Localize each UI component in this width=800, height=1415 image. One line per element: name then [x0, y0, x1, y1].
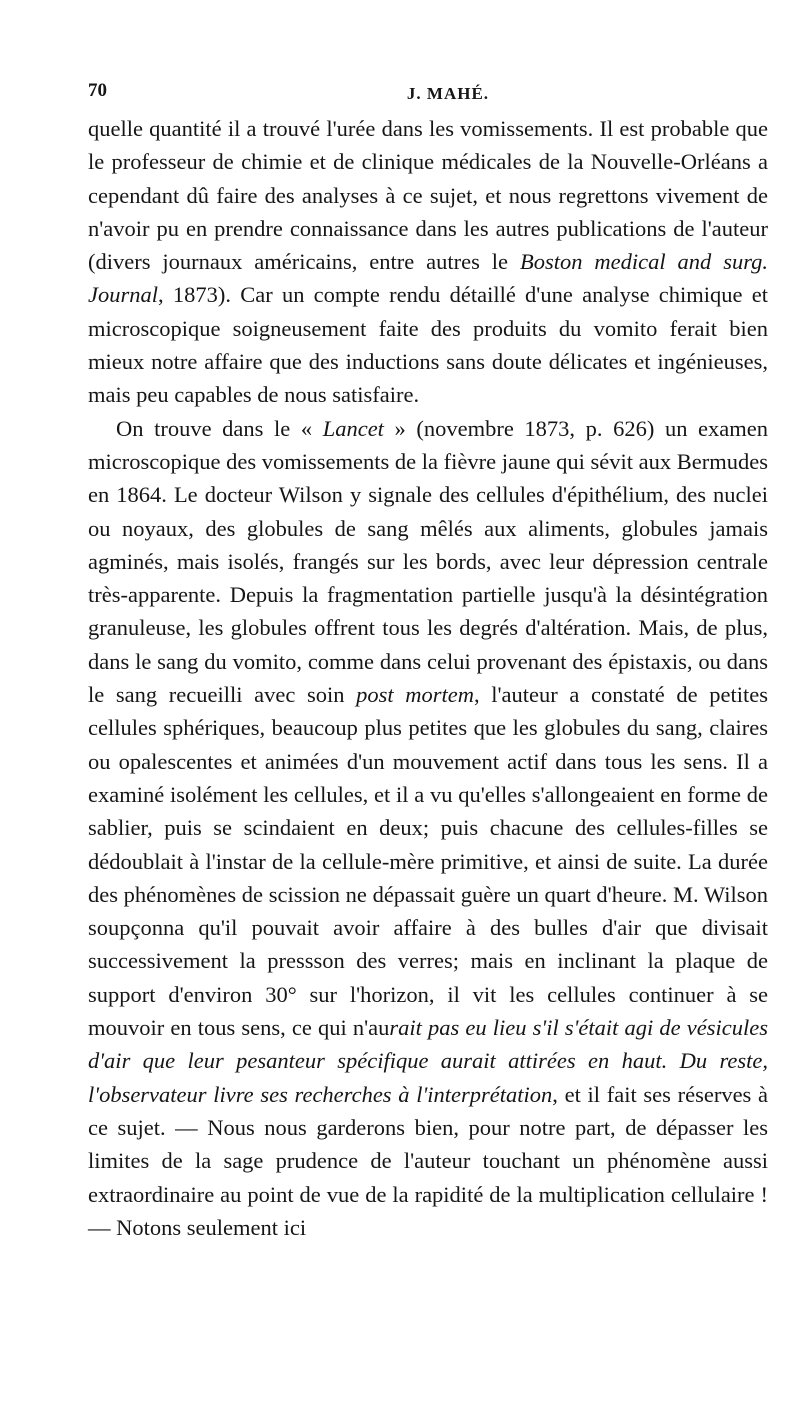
- paragraph-2-text-c: , l'auteur a constaté de petites cellules sphériques, beaucoup plus petites que les globules du sang, claires ou opalescentes et animées d'un mouvement actif dans tous les sens. Il a examiné isolément les cellules, et il a vu qu'elles s'allongeaient en forme de sablier, puis se scindaient en deux; puis chacune des cellules-filles se dédoublait à l'instar de la cellule-mère primitive, et ainsi de suite. La durée des phénomènes de scission ne dépassait guère un quart d'heure. M. Wilson soupçonna qu'il pouvait avoir affaire à des bulles d'air que divisait successivement la pressson des verres; mais en inclinant la plaque de support d'environ 30° sur l'horizon, il vit les cellules continuer à se mouvoir en tous sens, ce qui n'au: [88, 682, 768, 1041]
- page-header: [88, 80, 768, 110]
- paragraph-1-text-b: , 1873). Car un compte rendu détaillé d'une analyse chimique et microscopique soigneusement faite des produits du vomito ferait bien mieux notre affaire que des inductions sans doute délicates et ingénieuses, mais peu capables de nous satisfaire.: [88, 282, 768, 408]
- paragraph-1: [88, 112, 768, 412]
- paragraph-2-text-d: , et il fait ses réserves à ce sujet. — Nous nous garderons bien, pour notre part, de dépasser les limites de la sage prudence de l'auteur touchant un phénomène aussi extraordinaire au point de vue de la rapidité de la multiplication cellulaire ! — Notons seulement ici: [88, 1081, 768, 1240]
- paragraph-2-text-b: » (novembre 1873, p. 626) un examen microscopique des vomissements de la fièvre jaune qui sévit aux Bermudes en 1864. Le docteur Wilson y signale des cellules d'épithélium, des nuclei ou noyaux, des globules de sang mêlés aux aliments, globules jamais agminés, mais isolés, frangés sur les bords, avec leur dépression centrale très-apparente. Depuis la fragmentation partielle jusqu'à la désintégration granuleuse, les globules offrent tous les degrés d'altération. Mais, de plus, dans le sang du vomito, comme dans celui provenant des épistaxis, ou dans le sang recueilli avec soin: [88, 415, 768, 708]
- body-text: [88, 112, 768, 1244]
- paragraph-2: [88, 412, 768, 1244]
- post-mortem-italic: post mortem: [356, 682, 474, 708]
- lancet-italic: Lancet: [322, 415, 384, 441]
- running-title: J. MAHÉ.: [406, 84, 490, 103]
- page-number: 70: [88, 80, 107, 101]
- paragraph-1-text-a: quelle quantité il a trouvé l'urée dans les vomissements. Il est probable que le professeur de chimie et de clinique médicales de la Nouvelle-Orléans a cependant dû faire des analyses à ce sujet, et nous regrettons vivement de n'avoir pu en prendre connaissance dans les autres publications de l'auteur (divers journaux américains, entre autres le: [88, 116, 768, 275]
- paragraph-2-text-a: On trouve dans le «: [116, 415, 323, 441]
- italic-passage: rait pas eu lieu s'il s'était agi de vésicules d'air que leur pesanteur spécifique aurait attirées en haut. Du reste, l'observateur livre ses recherches à l'interprétation: [88, 1015, 768, 1107]
- journal-title-italic: Boston medical and surg. Journal: [88, 249, 768, 308]
